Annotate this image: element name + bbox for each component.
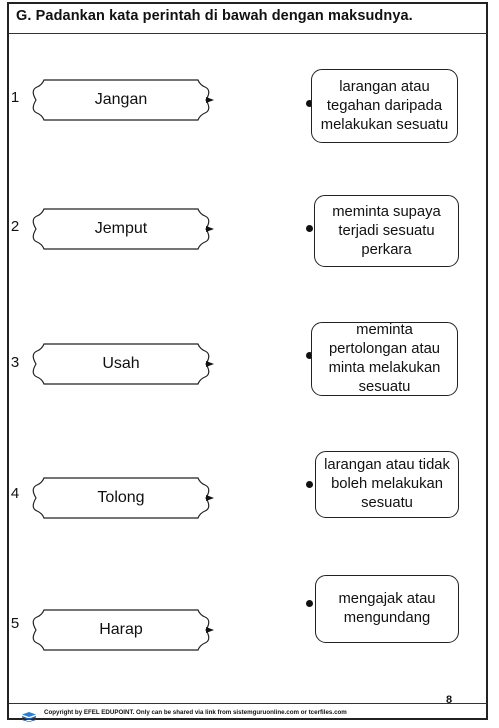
word-box-3[interactable]	[30, 344, 220, 384]
efel-logo-icon	[22, 709, 36, 719]
word-label: Jemput	[94, 220, 148, 237]
page-title: G. Padankan kata perintah di bawah dengan maksudnya.	[16, 8, 413, 24]
meaning-box-1[interactable]: larangan atau tegahan daripada melakukan sesuatu	[311, 69, 458, 143]
item-number-1: 1	[10, 89, 20, 106]
meaning-box-2[interactable]: meminta supaya terjadi sesuatu perkara	[314, 195, 459, 267]
word-box-5[interactable]	[30, 610, 220, 650]
connector-arrow-icon	[206, 495, 214, 501]
connector-arrow-icon	[206, 627, 214, 633]
meaning-box-4[interactable]: larangan atau tidak boleh melakukan sesuatu	[315, 451, 459, 518]
connector-dot[interactable]	[306, 600, 313, 607]
connector-dot[interactable]	[306, 225, 313, 232]
meaning-box-5[interactable]: mengajak atau mengundang	[315, 575, 459, 643]
connector-arrow-icon	[206, 97, 214, 103]
connector-arrow-icon	[206, 226, 214, 232]
title-divider	[9, 33, 487, 34]
connector-dot[interactable]	[306, 481, 313, 488]
copyright-text: Copyright by EFEL EDUPOINT. Only can be shared via link from sistemguruonline.com or tcerfiles.com	[44, 709, 347, 716]
item-number-4: 4	[10, 485, 20, 502]
word-label: Jangan	[94, 91, 148, 108]
footer-divider	[9, 703, 487, 704]
item-number-2: 2	[10, 218, 20, 235]
word-label: Harap	[99, 621, 143, 638]
word-label: Usah	[102, 355, 140, 372]
meaning-box-3[interactable]: meminta pertolongan atau minta melakukan sesuatu	[311, 322, 458, 396]
word-box-1[interactable]	[30, 80, 220, 120]
word-box-4[interactable]	[30, 478, 220, 518]
connector-arrow-icon	[206, 361, 214, 367]
page-number: 8	[446, 694, 453, 706]
word-label: Tolong	[97, 489, 145, 506]
item-number-3: 3	[10, 354, 20, 371]
word-box-2[interactable]	[30, 209, 220, 249]
item-number-5: 5	[10, 615, 20, 632]
